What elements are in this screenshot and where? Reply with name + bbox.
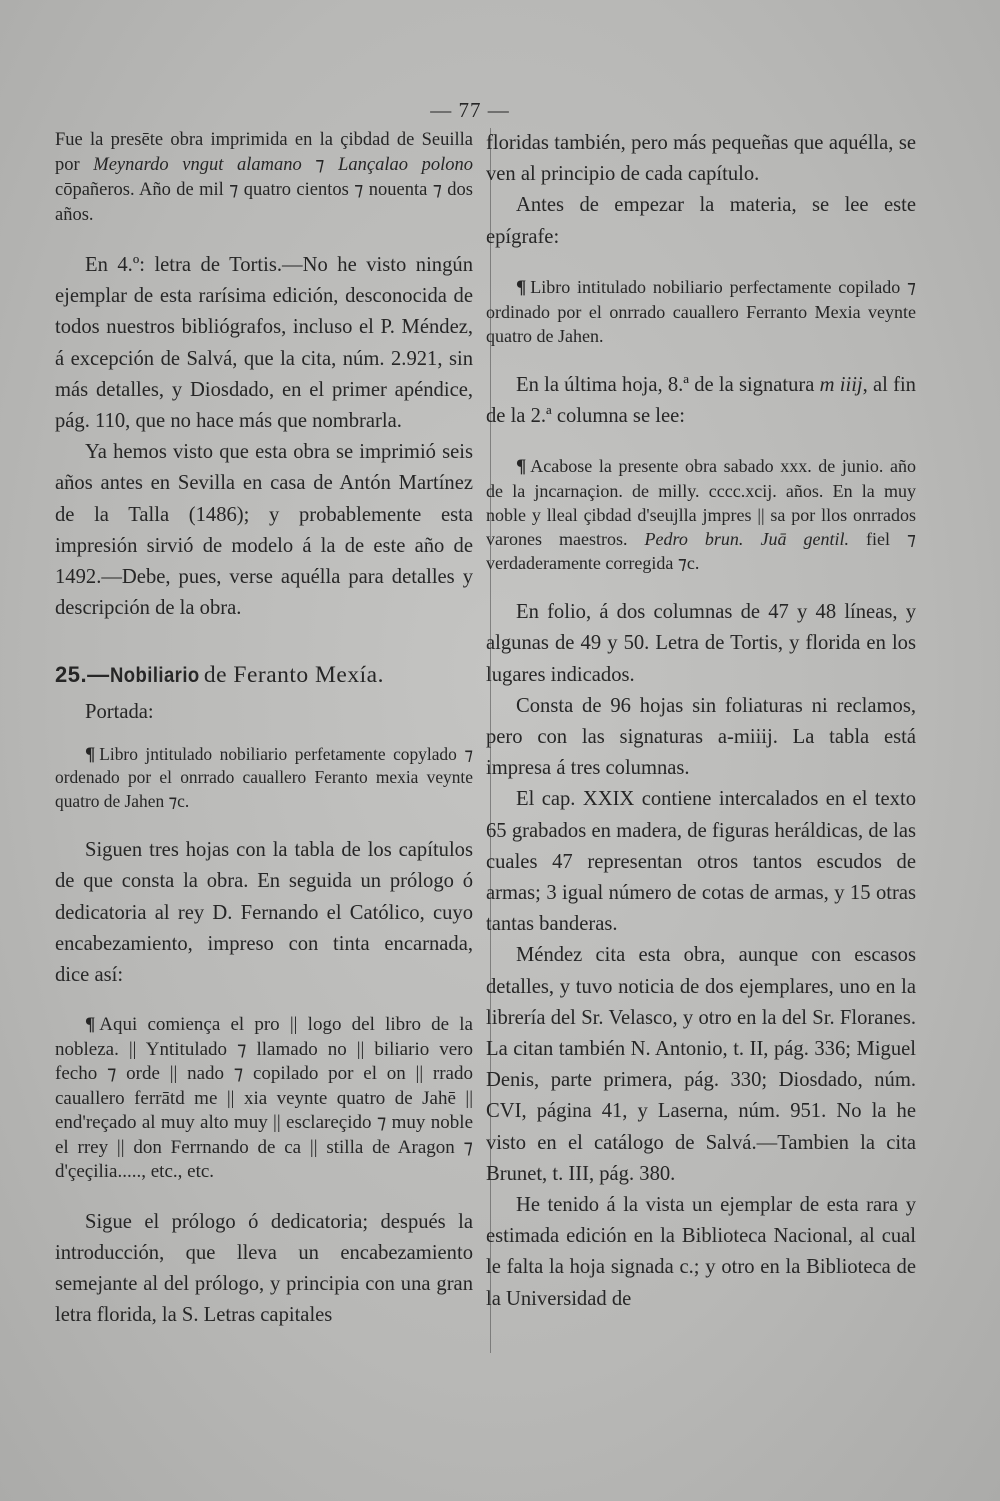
- paragraph: Méndez cita esta obra, aunque con escasos detalles, y tuvo noticia de dos ejemplares, uno en la librería del Sr. Velasco, y otro en la del Sr. Floranes. La citan también N. Antonio, t. II, pág. 336; Miguel Denis, parte primera, pág. 330; Diosdado, núm. CVI, página 41, y Laserna, núm. 951. No la he visto en el catálogo de Salvá.—Tambien la cita Brunet, t. III, pág. 380.: [486, 944, 916, 1185]
- page-number: — 77 —: [430, 98, 510, 122]
- portada-label: Portada:: [85, 701, 154, 724]
- title-transcription: ¶ Libro intitulado nobiliario perfectamente copilado ⁊ ordinado por el onrrado cauallero Ferranto Mexia veynte quatro de Jahen.: [486, 276, 916, 346]
- paragraph: He tenido á la vista un ejemplar de esta rara y estimada edición en la Biblioteca Nacional, al cual le falta la hoja signada c.; y otro en la Biblioteca de la Universidad de: [486, 1194, 916, 1310]
- colophon-transcription: ¶ Acabose la presente obra sabado xxx. de junio. año de la jncarnaçion. de milly. cccc.xcij. años. En la muy noble y lleal çibdad d'seujlla jmpres || sa por llos onrrados varones maestros. Pedro brun. Juā gentil. fiel ⁊ verdaderamente corregida ⁊c.: [486, 456, 916, 574]
- left-column: [55, 128, 473, 1331]
- paragraph: Consta de 96 hojas sin foliaturas ni reclamos, pero con las signaturas a-miiij. La tabla está impresa á tres columnas.: [486, 694, 916, 780]
- title-transcription: ¶ Libro jntitulado nobiliario perfetamente copylado ⁊ ordenado por el onrrado cauallero Feranto mexia veynte quatro de Jahen ⁊c.: [55, 743, 473, 811]
- paragraph: floridas también, pero más pequeñas que aquélla, se ven al principio de cada capítulo.: [486, 132, 916, 186]
- paragraph: Ya hemos visto que esta obra se imprimió seis años antes en Sevilla en casa de Antón Martínez de la Talla (1486); y probablemente esta impresión sirvió de modelo á la de este año de 1492.—Debe, pues, verse aquélla para detalles y descripción de la obra.: [55, 441, 473, 620]
- incipit-transcription: ¶ Aqui comiença el pro || logo del libro de la nobleza. || Yntitulado ⁊ llamado no || biliario vero fecho ⁊ orde || nado ⁊ copilado por el on || rrado cauallero ferrātd me || xia veynte quatro de Jahē || end'reçado al muy alto muy || esclareçido ⁊ muy noble el rrey || don Ferrnando de ca || stilla de Aragon ⁊ d'çeçilia....., etc., etc.: [55, 1014, 473, 1183]
- colophon-paragraph: Fue la presēte obra imprimida en la çibdad de Seuilla por Meynardo vngut alamano ⁊ Lançalao polono cōpañeros. Año de mil ⁊ quatro cientos ⁊ nouenta ⁊ dos años.: [55, 130, 474, 225]
- paragraph: En 4.º: letra de Tortis.—No he visto ningún ejemplar de esta rarísima edición, desconocida de todos nuestros bibliógrafos, incluso el P. Méndez, á excepción de Salvá, que la cita, núm. 2.921, sin más detalles, y Diosdado, en el primer apéndice, pág. 110, que no hace más que nombrarla.: [55, 254, 473, 433]
- paragraph: Antes de empezar la materia, se lee este epígrafe:: [486, 194, 916, 248]
- section-heading: 25.—Nobiliario de Feranto Mexía.: [55, 662, 384, 689]
- paragraph: Siguen tres hojas con la tabla de los capítulos de que consta la obra. En seguida un prólogo ó dedicatoria al rey D. Fernando el Católico, cuyo encabezamiento, impreso con tinta encarnada, dice así:: [55, 839, 473, 986]
- paragraph: En la última hoja, 8.ª de la signatura m iiij, al fin de la 2.ª columna se lee:: [486, 373, 916, 428]
- paragraph: Sigue el prólogo ó dedicatoria; después la introducción, que lleva un encabezamiento semejante al del prólogo, y principia con una gran letra florida, la S. Letras capitales: [55, 1210, 473, 1327]
- paragraph: En folio, á dos columnas de 47 y 48 líneas, y algunas de 49 y 50. Letra de Tortis, y florida en los lugares indicados.: [486, 601, 916, 686]
- right-column: [486, 128, 916, 1315]
- paragraph: El cap. XXIX contiene intercalados en el texto 65 grabados en madera, de figuras heráldicas, de las cuales 47 representan otros tantos escudos de armas; 3 igual número de cotas de armas, y 15 otras tantas banderas.: [486, 788, 916, 936]
